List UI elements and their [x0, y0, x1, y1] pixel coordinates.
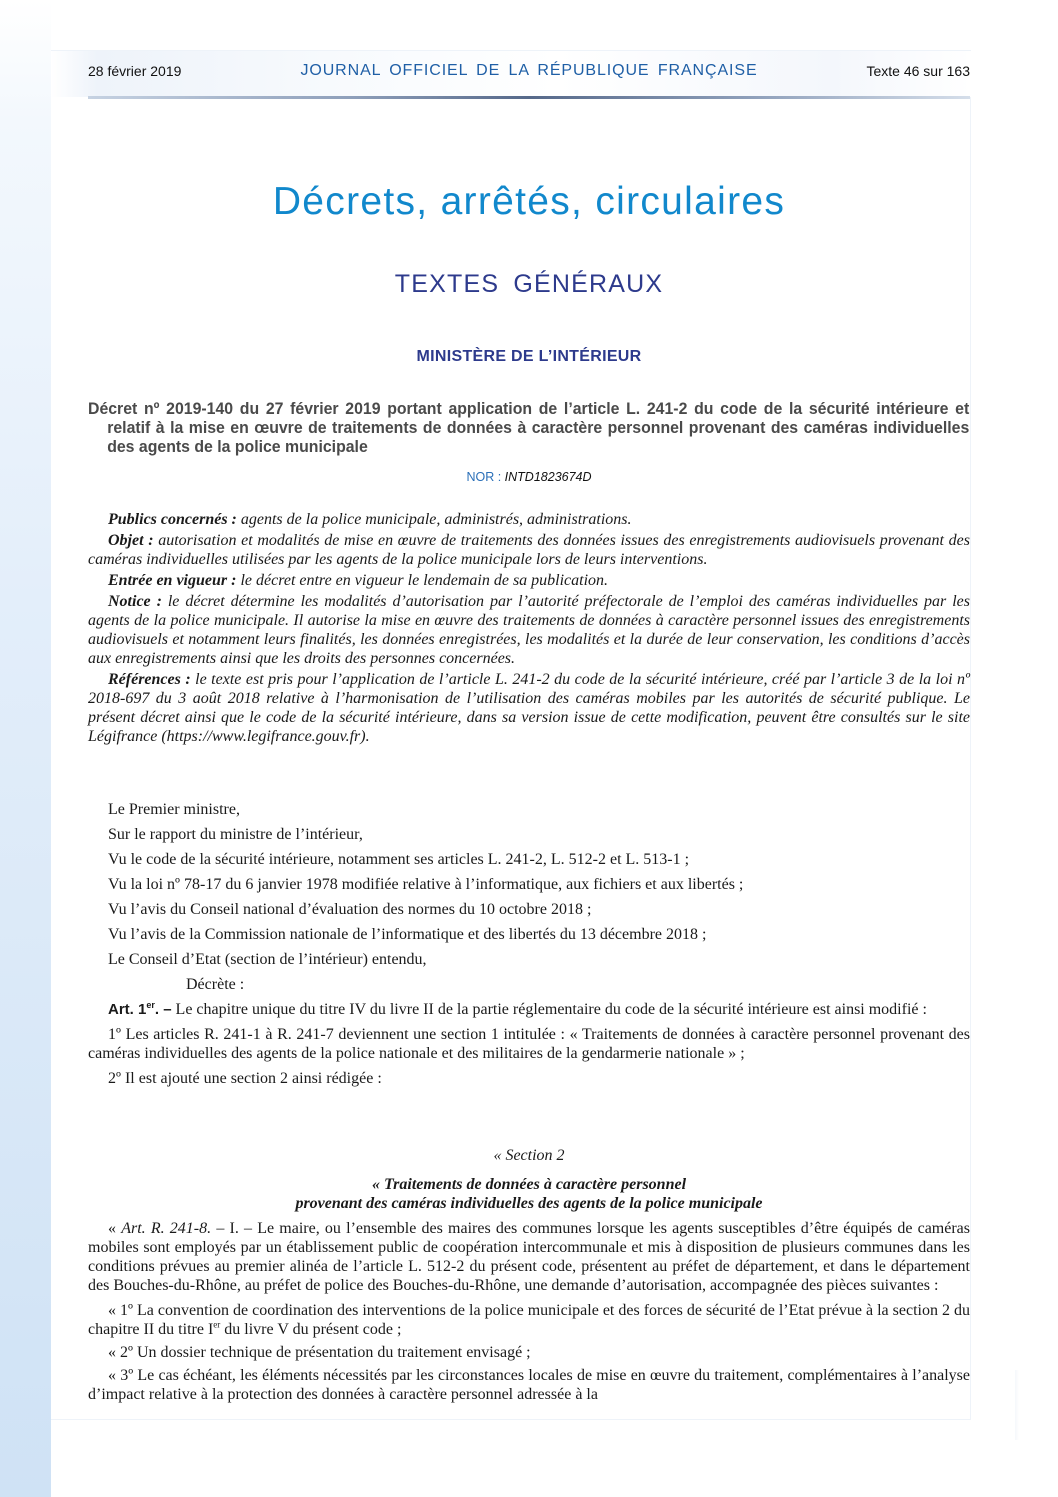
header-date: 28 février 2019 [88, 63, 182, 79]
section-subtitle: TEXTES GÉNÉRAUX [394, 270, 664, 298]
visa-line: Le Conseil d’Etat (section de l’intérieur) entendu, [108, 951, 427, 968]
visa-block [108, 800, 970, 975]
visa-line: Sur le rapport du ministre de l’intérieur, [108, 826, 363, 843]
summary-block [88, 510, 970, 748]
piece-item-2: « 2º Un dossier technique de présentation du traitement envisagé ; [108, 1344, 531, 1361]
summary-label: Publics concernés : [108, 511, 237, 528]
summary-publics [88, 510, 970, 529]
header-text-number: Texte 46 sur 163 [866, 63, 970, 79]
summary-label: Objet : [108, 532, 154, 549]
summary-text: le texte est pris pour l’application de l’article L. 241-2 du code de la sécurité intérieure, créé par l’article 3 de la loi nº 2018-697 du 3 août 2018 relative à l’harmonisation de l’utilisation des caméras mobiles par les autorités de sécurité publique. Le présent décret ainsi que le code de la sécurité intérieure, dans sa version issue de cette modification, peuvent être consultés sur le site Légifrance (https://www.legifrance.gouv.fr). [88, 671, 970, 745]
article-label: Art. R. 241-8. [121, 1220, 212, 1237]
article-text: – I. – Le maire, ou l’ensemble des maires des communes lorsque les agents susceptibles d’être équipés de caméras mobiles sont employés par un établissement public de coopération intercommunale et mis à disposition de plusieurs communes dans les conditions prévues au premier alinéa de l’article L. 512-2 du présent code, présentent au préfet de département, et dans le département des Bouches-du-Rhône, au préfet de police des Bouches-du-Rhône, une demande d’autorisation, accompagnée des pièces suivantes : [88, 1220, 971, 1294]
nor-reference [0, 470, 1058, 484]
left-margin-band [0, 0, 51, 1497]
visa-line: Le Premier ministre, [108, 801, 240, 818]
piece-item-1: « 1º La convention de coordination des interventions de la police municipale et des forces de sécurité de l’Etat prévue à la section 2 du chapitre II du titre Ier du livre V du présent code ; [88, 1302, 970, 1338]
section-title: Décrets, arrêtés, circulaires [272, 180, 786, 223]
decrete-heading: Décrète : [186, 976, 245, 993]
decree-title: Décret nº 2019-140 du 27 février 2019 portant application de l’article L. 241-2 du code de la sécurité intérieure et relatif à la mise en œuvre de traitements de données à caractère personnel provenant des caméras individuelles des agents de la police municipale [88, 400, 970, 456]
article-1 [88, 1000, 970, 1094]
article-text: Le chapitre unique du titre IV du livre II de la partie réglementaire du code de la sécurité intérieure est ainsi modifié : [171, 1001, 927, 1018]
summary-objet [88, 531, 970, 569]
summary-label: Entrée en vigueur : [108, 572, 237, 589]
summary-label: Références : [108, 671, 191, 688]
article-1-item-1: 1º Les articles R. 241-1 à R. 241-7 deviennent une section 1 intitulée : « Traitements de données à caractère personnel provenant des caméras individuelles des agents de la police nationale et des militaires de la gendarmerie nationale » ; [88, 1026, 970, 1062]
quote-mark: « [108, 1220, 122, 1237]
summary-text: le décret entre en vigueur le lendemain de sa publication. [236, 572, 609, 589]
summary-text: autorisation et modalités de mise en œuvre de traitements des données issues des enregistrements audiovisuels provenant des caméras individuelles utilisées par les agents de la police municipale lors de leurs interventions. [88, 532, 971, 568]
summary-text: agents de la police municipale, administrés, administrations. [236, 511, 632, 528]
nor-label: NOR : [466, 470, 505, 484]
summary-entree [88, 571, 970, 590]
visa-line: Vu la loi nº 78-17 du 6 janvier 1978 modifiée relative à l’informatique, aux fichiers et aux libertés ; [108, 876, 744, 893]
summary-label: Notice : [108, 593, 162, 610]
visa-line: Vu l’avis du Conseil national d’évaluation des normes du 10 octobre 2018 ; [108, 901, 592, 918]
section-2-heading: « Section 2 [493, 1147, 565, 1164]
article-1-item-2: 2º Il est ajouté une section 2 ainsi rédigée : [108, 1070, 382, 1087]
header-journal-title: JOURNAL OFFICIEL DE LA RÉPUBLIQUE FRANÇAISE [300, 62, 758, 79]
article-1-intro [88, 1000, 970, 1019]
visa-line: Vu le code de la sécurité intérieure, notamment ses articles L. 241-2, L. 512-2 et L. 513-1 ; [108, 851, 690, 868]
visa-line: Vu l’avis de la Commission nationale de l’informatique et des libertés du 13 décembre 2018 ; [108, 926, 707, 943]
header-rule [88, 96, 970, 99]
page-header [88, 62, 970, 84]
page-shadow [1015, 1370, 1019, 1440]
section-2-title-line-1: « Traitements de données à caractère personnel [371, 1176, 687, 1193]
summary-references [88, 670, 970, 746]
section-2 [88, 1146, 970, 1404]
summary-notice [88, 592, 970, 668]
section-2-title-line-2: provenant des caméras individuelles des agents de la police municipale [295, 1195, 763, 1212]
article-r241-8 [88, 1219, 970, 1295]
nor-value: INTD1823674D [504, 470, 592, 484]
summary-text: le décret détermine les modalités d’autorisation par l’autorité préfectorale de l’emploi des caméras individuelles par les agents de la police municipale. Il autorise la mise en œuvre des traitements de données à caractère personnel issues des enregistrements audiovisuels et notamment leurs finalités, les données enregistrées, les modalités et la durée de leur conservation, les conditions d’accès aux enregistrements ainsi que les droits des personnes concernées. [88, 593, 970, 667]
piece-item-3: « 3º Le cas échéant, les éléments nécessités par les circonstances locales de mise en œuvre du traitement, complémentaires à l’analyse d’impact relative à la protection des données à caractère personnel adressée à la [88, 1367, 970, 1403]
article-label: Art. 1er. – [108, 1000, 172, 1018]
ministry-heading: MINISTÈRE DE L’INTÉRIEUR [416, 348, 642, 365]
